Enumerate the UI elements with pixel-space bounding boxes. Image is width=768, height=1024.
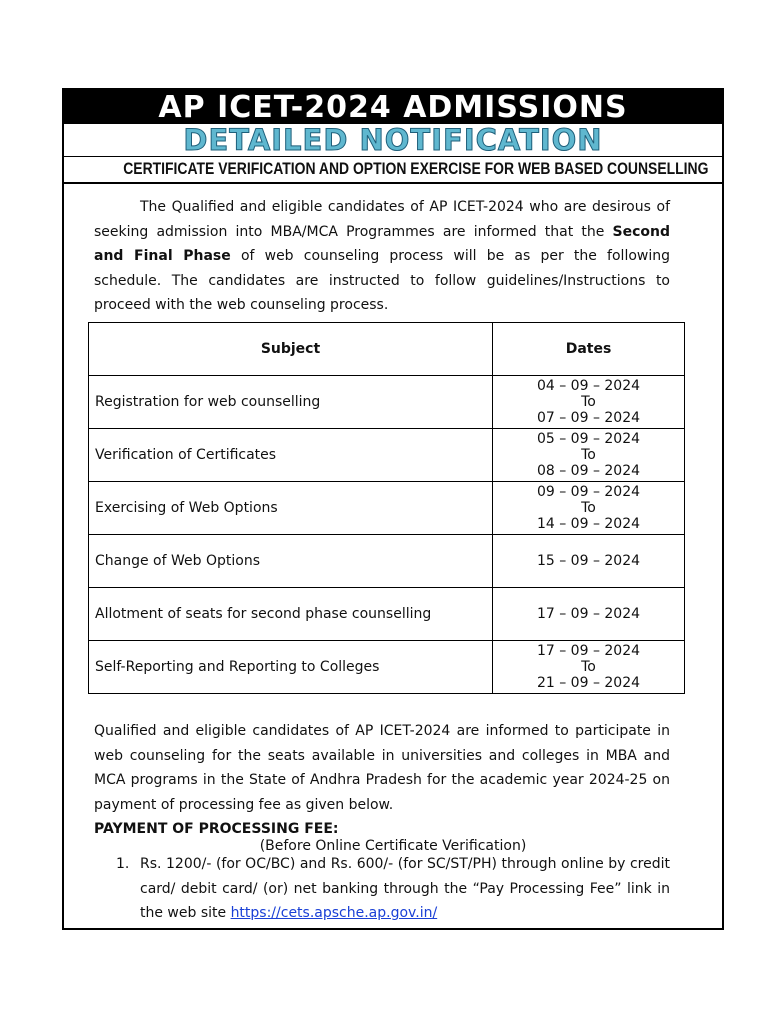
date-single: 17 – 09 – 2024 [536, 606, 641, 622]
intro-paragraph [94, 195, 670, 318]
table-header-row [89, 323, 685, 376]
intro-text-after: of web counseling process will be as per the following schedule. The candidates are instructed to follow guidelines/Instructions to proceed with the web counseling process. [94, 248, 670, 313]
intro-bold-phase: Second and Final Phase [94, 223, 670, 264]
row-dates [493, 429, 685, 482]
page-subtitle: DETAILED NOTIFICATION [64, 124, 722, 157]
participation-paragraph: Qualified and eligible candidates of AP ICET-2024 are informed to participate in web counseling for the seats available in universities and colleges in MBA and MCA programs in the State of Andhra Pradesh for the academic year 2024-25 on payment of processing fee as given below. [94, 723, 670, 813]
row-subject: Registration for web counselling [89, 376, 493, 429]
date-to-label: To [581, 500, 596, 516]
section-heading: CERTIFICATE VERIFICATION AND OPTION EXERCISE FOR WEB BASED COUNSELLING [123, 159, 709, 178]
row-subject: Change of Web Options [89, 535, 493, 588]
row-subject: Exercising of Web Options [89, 482, 493, 535]
fee-item-body: Rs. 1200/- (for OC/BC) and Rs. 600/- (for SC/ST/PH) through online by credit card/ debit card/ (or) net banking through the “Pay Processing Fee” link in the web site [140, 856, 670, 921]
fee-heading: PAYMENT OF PROCESSING FEE: [94, 821, 339, 837]
table-row [89, 588, 685, 641]
date-to: 14 – 09 – 2024 [536, 516, 641, 532]
date-single: 15 – 09 – 2024 [536, 553, 641, 569]
date-to: 07 – 09 – 2024 [536, 410, 641, 426]
website-link[interactable]: https://cets.apsche.ap.gov.in/ [230, 905, 438, 921]
date-to-label: To [581, 447, 596, 463]
fee-item-number: 1. [116, 856, 130, 872]
page-title: AP ICET-2024 ADMISSIONS [64, 90, 722, 124]
fee-item-text [140, 852, 670, 926]
table-row [89, 429, 685, 482]
row-dates [493, 482, 685, 535]
table-row [89, 376, 685, 429]
header-subject: Subject [89, 323, 493, 376]
date-from: 17 – 09 – 2024 [536, 643, 641, 659]
table-row [89, 482, 685, 535]
header-dates: Dates [493, 323, 685, 376]
row-dates [493, 588, 685, 641]
date-from: 04 – 09 – 2024 [536, 378, 641, 394]
date-to-label: To [581, 394, 596, 410]
date-to: 08 – 09 – 2024 [536, 463, 641, 479]
fee-list-item [94, 852, 670, 926]
notification-frame [62, 88, 724, 930]
row-subject: Allotment of seats for second phase counselling [89, 588, 493, 641]
row-dates [493, 641, 685, 694]
row-subject: Verification of Certificates [89, 429, 493, 482]
table-row [89, 535, 685, 588]
schedule-table [88, 322, 685, 694]
row-dates [493, 376, 685, 429]
heading-divider [64, 182, 722, 184]
date-to: 21 – 09 – 2024 [536, 675, 641, 691]
table-row [89, 641, 685, 694]
fee-subheading: (Before Online Certificate Verification) [259, 838, 527, 854]
intro-text-before: The Qualified and eligible candidates of AP ICET-2024 who are desirous of seeking admission into MBA/MCA Programmes are informed that the [94, 199, 670, 240]
row-subject: Self-Reporting and Reporting to Colleges [89, 641, 493, 694]
date-to-label: To [581, 659, 596, 675]
date-from: 09 – 09 – 2024 [536, 484, 641, 500]
row-dates [493, 535, 685, 588]
date-from: 05 – 09 – 2024 [536, 431, 641, 447]
